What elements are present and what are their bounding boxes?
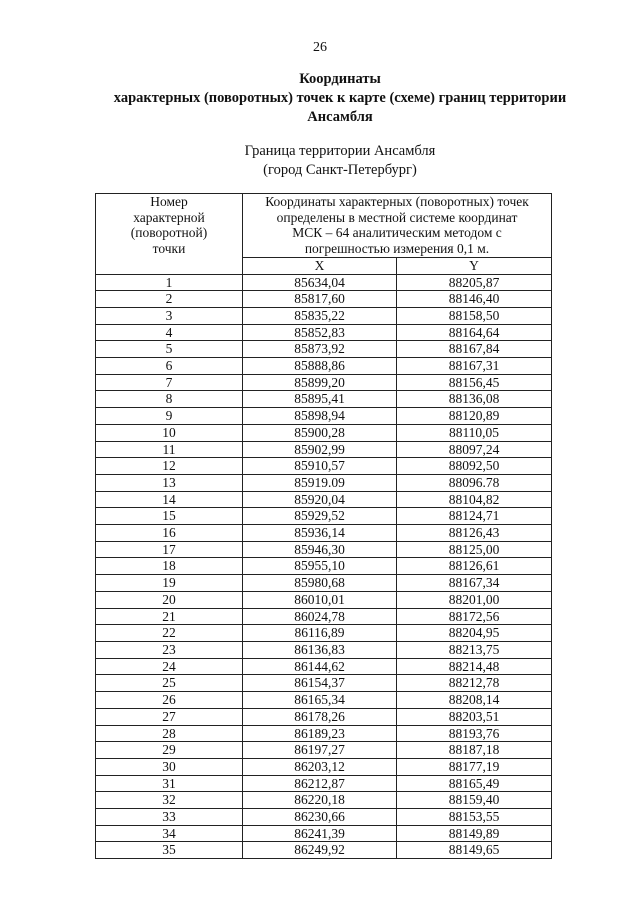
title-line-1: Координаты — [299, 71, 381, 87]
point-number-cell: 1 — [96, 274, 243, 291]
table-row — [96, 458, 552, 475]
table-row — [96, 508, 552, 525]
x-coordinate-cell: 86249,92 — [243, 842, 397, 859]
x-coordinate-cell: 86241,39 — [243, 825, 397, 842]
y-coordinate-cell: 88167,34 — [397, 575, 552, 592]
point-number-cell: 31 — [96, 775, 243, 792]
header-desc-line: Координаты характерных (поворотных) точек — [265, 194, 529, 209]
point-number-cell: 9 — [96, 408, 243, 425]
y-coordinate-cell: 88149,89 — [397, 825, 552, 842]
y-coordinate-cell: 88104,82 — [397, 491, 552, 508]
title-line-2: характерных (поворотных) точек к карте (схеме) границ территории — [113, 90, 567, 106]
x-coordinate-cell: 85888,86 — [243, 358, 397, 375]
x-coordinate-cell: 86197,27 — [243, 742, 397, 759]
x-coordinate-cell: 86230,66 — [243, 809, 397, 826]
table-row — [96, 474, 552, 491]
x-coordinate-cell: 85980,68 — [243, 575, 397, 592]
x-coordinate-cell: 86203,12 — [243, 758, 397, 775]
point-number-cell: 14 — [96, 491, 243, 508]
point-number-cell: 30 — [96, 758, 243, 775]
point-number-cell: 18 — [96, 558, 243, 575]
table-row — [96, 692, 552, 709]
y-coordinate-cell: 88126,43 — [397, 525, 552, 542]
header-number-line: характерной — [133, 209, 205, 225]
x-coordinate-cell: 85929,52 — [243, 508, 397, 525]
table-row — [96, 825, 552, 842]
point-number-cell: 4 — [96, 324, 243, 341]
point-number-cell: 33 — [96, 809, 243, 826]
table-row — [96, 391, 552, 408]
header-desc-line: МСК – 64 аналитическим методом с — [292, 225, 502, 241]
header-y: Y — [397, 257, 552, 274]
table-row — [96, 374, 552, 391]
header-number-line: точки — [152, 241, 186, 257]
x-coordinate-cell: 85835,22 — [243, 307, 397, 324]
y-coordinate-cell: 88136,08 — [397, 391, 552, 408]
y-coordinate-cell: 88096.78 — [397, 474, 552, 491]
x-coordinate-cell: 85920,04 — [243, 491, 397, 508]
subtitle-line-2: (город Санкт-Петербург) — [263, 162, 417, 178]
y-coordinate-cell: 88149,65 — [397, 842, 552, 859]
point-number-cell: 10 — [96, 424, 243, 441]
y-coordinate-cell: 88177,19 — [397, 758, 552, 775]
y-coordinate-cell: 88164,64 — [397, 324, 552, 341]
point-number-cell: 15 — [96, 508, 243, 525]
x-coordinate-cell: 85899,20 — [243, 374, 397, 391]
table-row — [96, 708, 552, 725]
y-coordinate-cell: 88097,24 — [397, 441, 552, 458]
header-x: X — [243, 257, 397, 274]
y-coordinate-cell: 88156,45 — [397, 374, 552, 391]
point-number-cell: 5 — [96, 341, 243, 358]
x-coordinate-cell: 85946,30 — [243, 541, 397, 558]
table-row — [96, 608, 552, 625]
x-coordinate-cell: 86144,62 — [243, 658, 397, 675]
point-number-cell: 26 — [96, 692, 243, 709]
x-coordinate-cell: 85817,60 — [243, 291, 397, 308]
y-coordinate-cell: 88110,05 — [397, 424, 552, 441]
table-row — [96, 274, 552, 291]
point-number-cell: 17 — [96, 541, 243, 558]
table-row — [96, 558, 552, 575]
x-coordinate-cell: 86220,18 — [243, 792, 397, 809]
table-row — [96, 625, 552, 642]
header-number-line: (поворотной) — [130, 225, 208, 241]
x-coordinate-cell: 85955,10 — [243, 558, 397, 575]
x-coordinate-cell: 86136,83 — [243, 641, 397, 658]
y-coordinate-cell: 88120,89 — [397, 408, 552, 425]
header-desc-line: погрешностью измерения 0,1 м. — [304, 241, 490, 257]
x-coordinate-cell: 85919.09 — [243, 474, 397, 491]
table-row — [96, 324, 552, 341]
table-row — [96, 792, 552, 809]
y-coordinate-cell: 88146,40 — [397, 291, 552, 308]
y-coordinate-cell: 88201,00 — [397, 591, 552, 608]
table-row — [96, 758, 552, 775]
point-number-cell: 22 — [96, 625, 243, 642]
table-row — [96, 575, 552, 592]
point-number-cell: 24 — [96, 658, 243, 675]
y-coordinate-cell: 88205,87 — [397, 274, 552, 291]
y-coordinate-cell: 88203,51 — [397, 708, 552, 725]
point-number-cell: 25 — [96, 675, 243, 692]
point-number-cell: 16 — [96, 525, 243, 542]
y-coordinate-cell: 88158,50 — [397, 307, 552, 324]
document-subtitle — [60, 142, 620, 180]
y-coordinate-cell: 88204,95 — [397, 625, 552, 642]
x-coordinate-cell: 86212,87 — [243, 775, 397, 792]
table-row — [96, 742, 552, 759]
y-coordinate-cell: 88187,18 — [397, 742, 552, 759]
point-number-cell: 13 — [96, 474, 243, 491]
y-coordinate-cell: 88172,56 — [397, 608, 552, 625]
table-body — [96, 274, 552, 859]
y-coordinate-cell: 88214,48 — [397, 658, 552, 675]
point-number-cell: 29 — [96, 742, 243, 759]
x-coordinate-cell: 85900,28 — [243, 424, 397, 441]
table-row — [96, 725, 552, 742]
x-coordinate-cell: 86010,01 — [243, 591, 397, 608]
y-coordinate-cell: 88167,84 — [397, 341, 552, 358]
point-number-cell: 3 — [96, 307, 243, 324]
x-coordinate-cell: 86154,37 — [243, 675, 397, 692]
header-desc-line: определены в местной системе координат — [276, 209, 518, 225]
point-number-cell: 11 — [96, 441, 243, 458]
x-coordinate-cell: 85902,99 — [243, 441, 397, 458]
x-coordinate-cell: 85852,83 — [243, 324, 397, 341]
table-row — [96, 424, 552, 441]
header-coordinates-description — [243, 194, 552, 258]
subtitle-line-1: Граница территории Ансамбля — [244, 143, 436, 159]
y-coordinate-cell: 88167,31 — [397, 358, 552, 375]
table-row — [96, 441, 552, 458]
table-row — [96, 658, 552, 675]
table-row — [96, 591, 552, 608]
y-coordinate-cell: 88125,00 — [397, 541, 552, 558]
table-row — [96, 408, 552, 425]
point-number-cell: 8 — [96, 391, 243, 408]
point-number-cell: 7 — [96, 374, 243, 391]
x-coordinate-cell: 85873,92 — [243, 341, 397, 358]
header-number-line: Номер — [150, 194, 188, 209]
page-number: 26 — [313, 40, 327, 55]
table-row — [96, 809, 552, 826]
y-coordinate-cell: 88213,75 — [397, 641, 552, 658]
point-number-cell: 6 — [96, 358, 243, 375]
x-coordinate-cell: 85895,41 — [243, 391, 397, 408]
y-coordinate-cell: 88159,40 — [397, 792, 552, 809]
coordinates-table — [95, 193, 552, 859]
point-number-cell: 34 — [96, 825, 243, 842]
table-row — [96, 675, 552, 692]
point-number-cell: 21 — [96, 608, 243, 625]
title-line-3: Ансамбля — [307, 109, 373, 125]
x-coordinate-cell: 86116,89 — [243, 625, 397, 642]
x-coordinate-cell: 86178,26 — [243, 708, 397, 725]
table-row — [96, 491, 552, 508]
y-coordinate-cell: 88193,76 — [397, 725, 552, 742]
point-number-cell: 2 — [96, 291, 243, 308]
point-number-cell: 35 — [96, 842, 243, 859]
point-number-cell: 28 — [96, 725, 243, 742]
x-coordinate-cell: 85898,94 — [243, 408, 397, 425]
document-title — [60, 70, 620, 127]
header-point-number — [96, 194, 243, 275]
y-coordinate-cell: 88208,14 — [397, 692, 552, 709]
table-row — [96, 775, 552, 792]
y-coordinate-cell: 88165,49 — [397, 775, 552, 792]
point-number-cell: 27 — [96, 708, 243, 725]
point-number-cell: 12 — [96, 458, 243, 475]
table-row — [96, 358, 552, 375]
x-coordinate-cell: 86189,23 — [243, 725, 397, 742]
point-number-cell: 23 — [96, 641, 243, 658]
table-row — [96, 842, 552, 859]
point-number-cell: 32 — [96, 792, 243, 809]
table-row — [96, 341, 552, 358]
point-number-cell: 19 — [96, 575, 243, 592]
table-row — [96, 641, 552, 658]
table-row — [96, 291, 552, 308]
y-coordinate-cell: 88153,55 — [397, 809, 552, 826]
table-row — [96, 541, 552, 558]
table-row — [96, 307, 552, 324]
x-coordinate-cell: 86165,34 — [243, 692, 397, 709]
x-coordinate-cell: 86024,78 — [243, 608, 397, 625]
x-coordinate-cell: 85634,04 — [243, 274, 397, 291]
x-coordinate-cell: 85910,57 — [243, 458, 397, 475]
y-coordinate-cell: 88212,78 — [397, 675, 552, 692]
point-number-cell: 20 — [96, 591, 243, 608]
y-coordinate-cell: 88124,71 — [397, 508, 552, 525]
y-coordinate-cell: 88126,61 — [397, 558, 552, 575]
table-row — [96, 525, 552, 542]
x-coordinate-cell: 85936,14 — [243, 525, 397, 542]
y-coordinate-cell: 88092,50 — [397, 458, 552, 475]
